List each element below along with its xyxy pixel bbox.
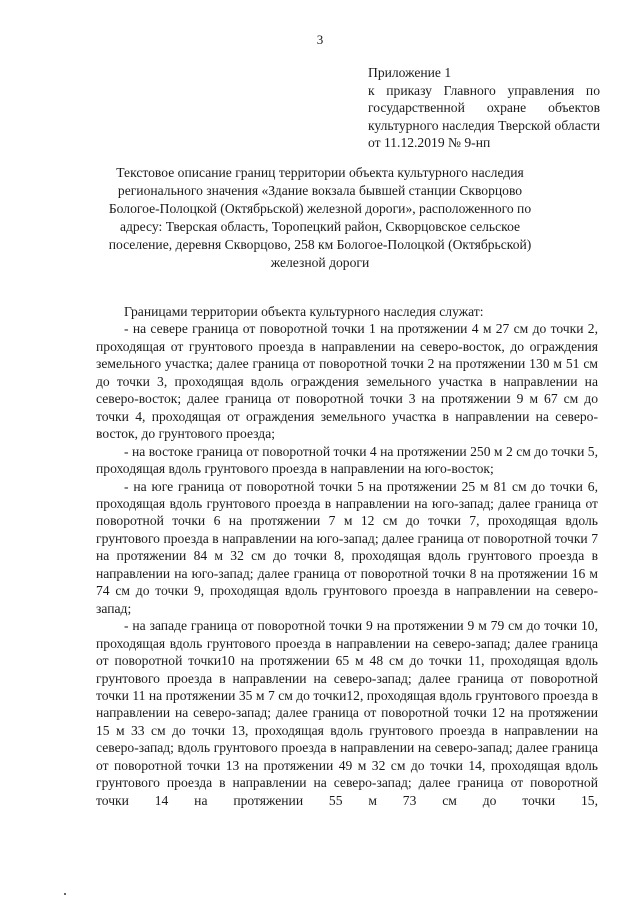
- paragraph-west: - на западе граница от поворотной точки 9 на протяжении 9 м 79 см до точки 10, проходящая вдоль грунтового проезда в направлении на северо-запад; далее граница от поворотной точки10 на протяжении 65 м 48 см до точки 11, проходящая вдоль грунтового проезда в направлении на северо-запад; далее граница от поворотной точки 11 на протяжении 35 м 7 см до точки12, проходящая вдоль грунтового проезда в направлении на северо-запад; далее граница от поворотной точки 12 на протяжении 15 м 33 см до точки 13, проходящая вдоль грунтового проезда в направлении на северо-запад; вдоль грунтового проезда в направлении на северо-запад; далее граница от поворотной точки 13 на протяжении 49 м 32 см до точки 14, проходящая вдоль грунтового проезда в направлении на северо-запад; далее граница от поворотной точки 14 на протяжении 55 м 73 см до точки 15,: [96, 618, 598, 808]
- page-number: 3: [316, 32, 324, 47]
- paragraph-intro: Границами территории объекта культурного наследия служат:: [124, 304, 484, 319]
- scan-dot: [64, 893, 66, 895]
- appendix-reference: к приказу Главного управления по государственной охране объектов культурного наследия Тверской области от 11.12.2019 № 9-нп: [368, 82, 600, 150]
- paragraph-south: - на юге граница от поворотной точки 5 на протяжении 25 м 81 см до точки 6, проходящая вдоль грунтового проезда в направлении на юго-запад; далее граница от поворотной точки 6 на протяжении 7 м 12 см до точки 7, проходящая вдоль грунтового проезда в направлении на юго-запад; далее граница от поворотной точки 7 на протяжении 84 м 32 см до точки 8, проходящая вдоль грунтового проезда в направлении на юго-запад; далее граница от поворотной точки 8 на протяжении 16 м 74 см до точки 9, проходящая вдоль грунтового проезда в направлении на северо-запад;: [96, 478, 598, 616]
- document-body: [96, 303, 598, 809]
- paragraph-east: - на востоке граница от поворотной точки 4 на протяжении 250 м 2 см до точки 5, проходящая вдоль грунтового проезда в направлении на юго-восток;: [96, 443, 598, 477]
- appendix-block: [368, 64, 600, 152]
- appendix-title: Приложение 1: [368, 65, 452, 80]
- paragraph-north: - на севере граница от поворотной точки 1 на протяжении 4 м 27 см до точки 2, проходящая от грунтового проезда в направлении на северо-восток, до ограждения земельного участка; далее граница от поворотной точки 2 на протяжении 130 м 51 см до точки 3, проходящая вдоль ограждения земельного участка в направлении на северо-восток; далее граница от поворотной точки 3 на протяжении 9 м 67 см до точки 4, проходящая от ограждения земельного участка в направлении на северо-восток, до грунтового проезда;: [96, 321, 598, 442]
- document-title: Текстовое описание границ территории объекта культурного наследия регионального значения «Здание вокзала бывшей станции Скворцово Бологое-Полоцкой (Октябрьской) железной дороги», расположенного по адресу: Тверская область, Торопецкий район, Скворцовское сельское поселение, деревня Скворцово, 258 км Бологое-Полоцкой (Октябрьской) железной дороги: [108, 165, 532, 270]
